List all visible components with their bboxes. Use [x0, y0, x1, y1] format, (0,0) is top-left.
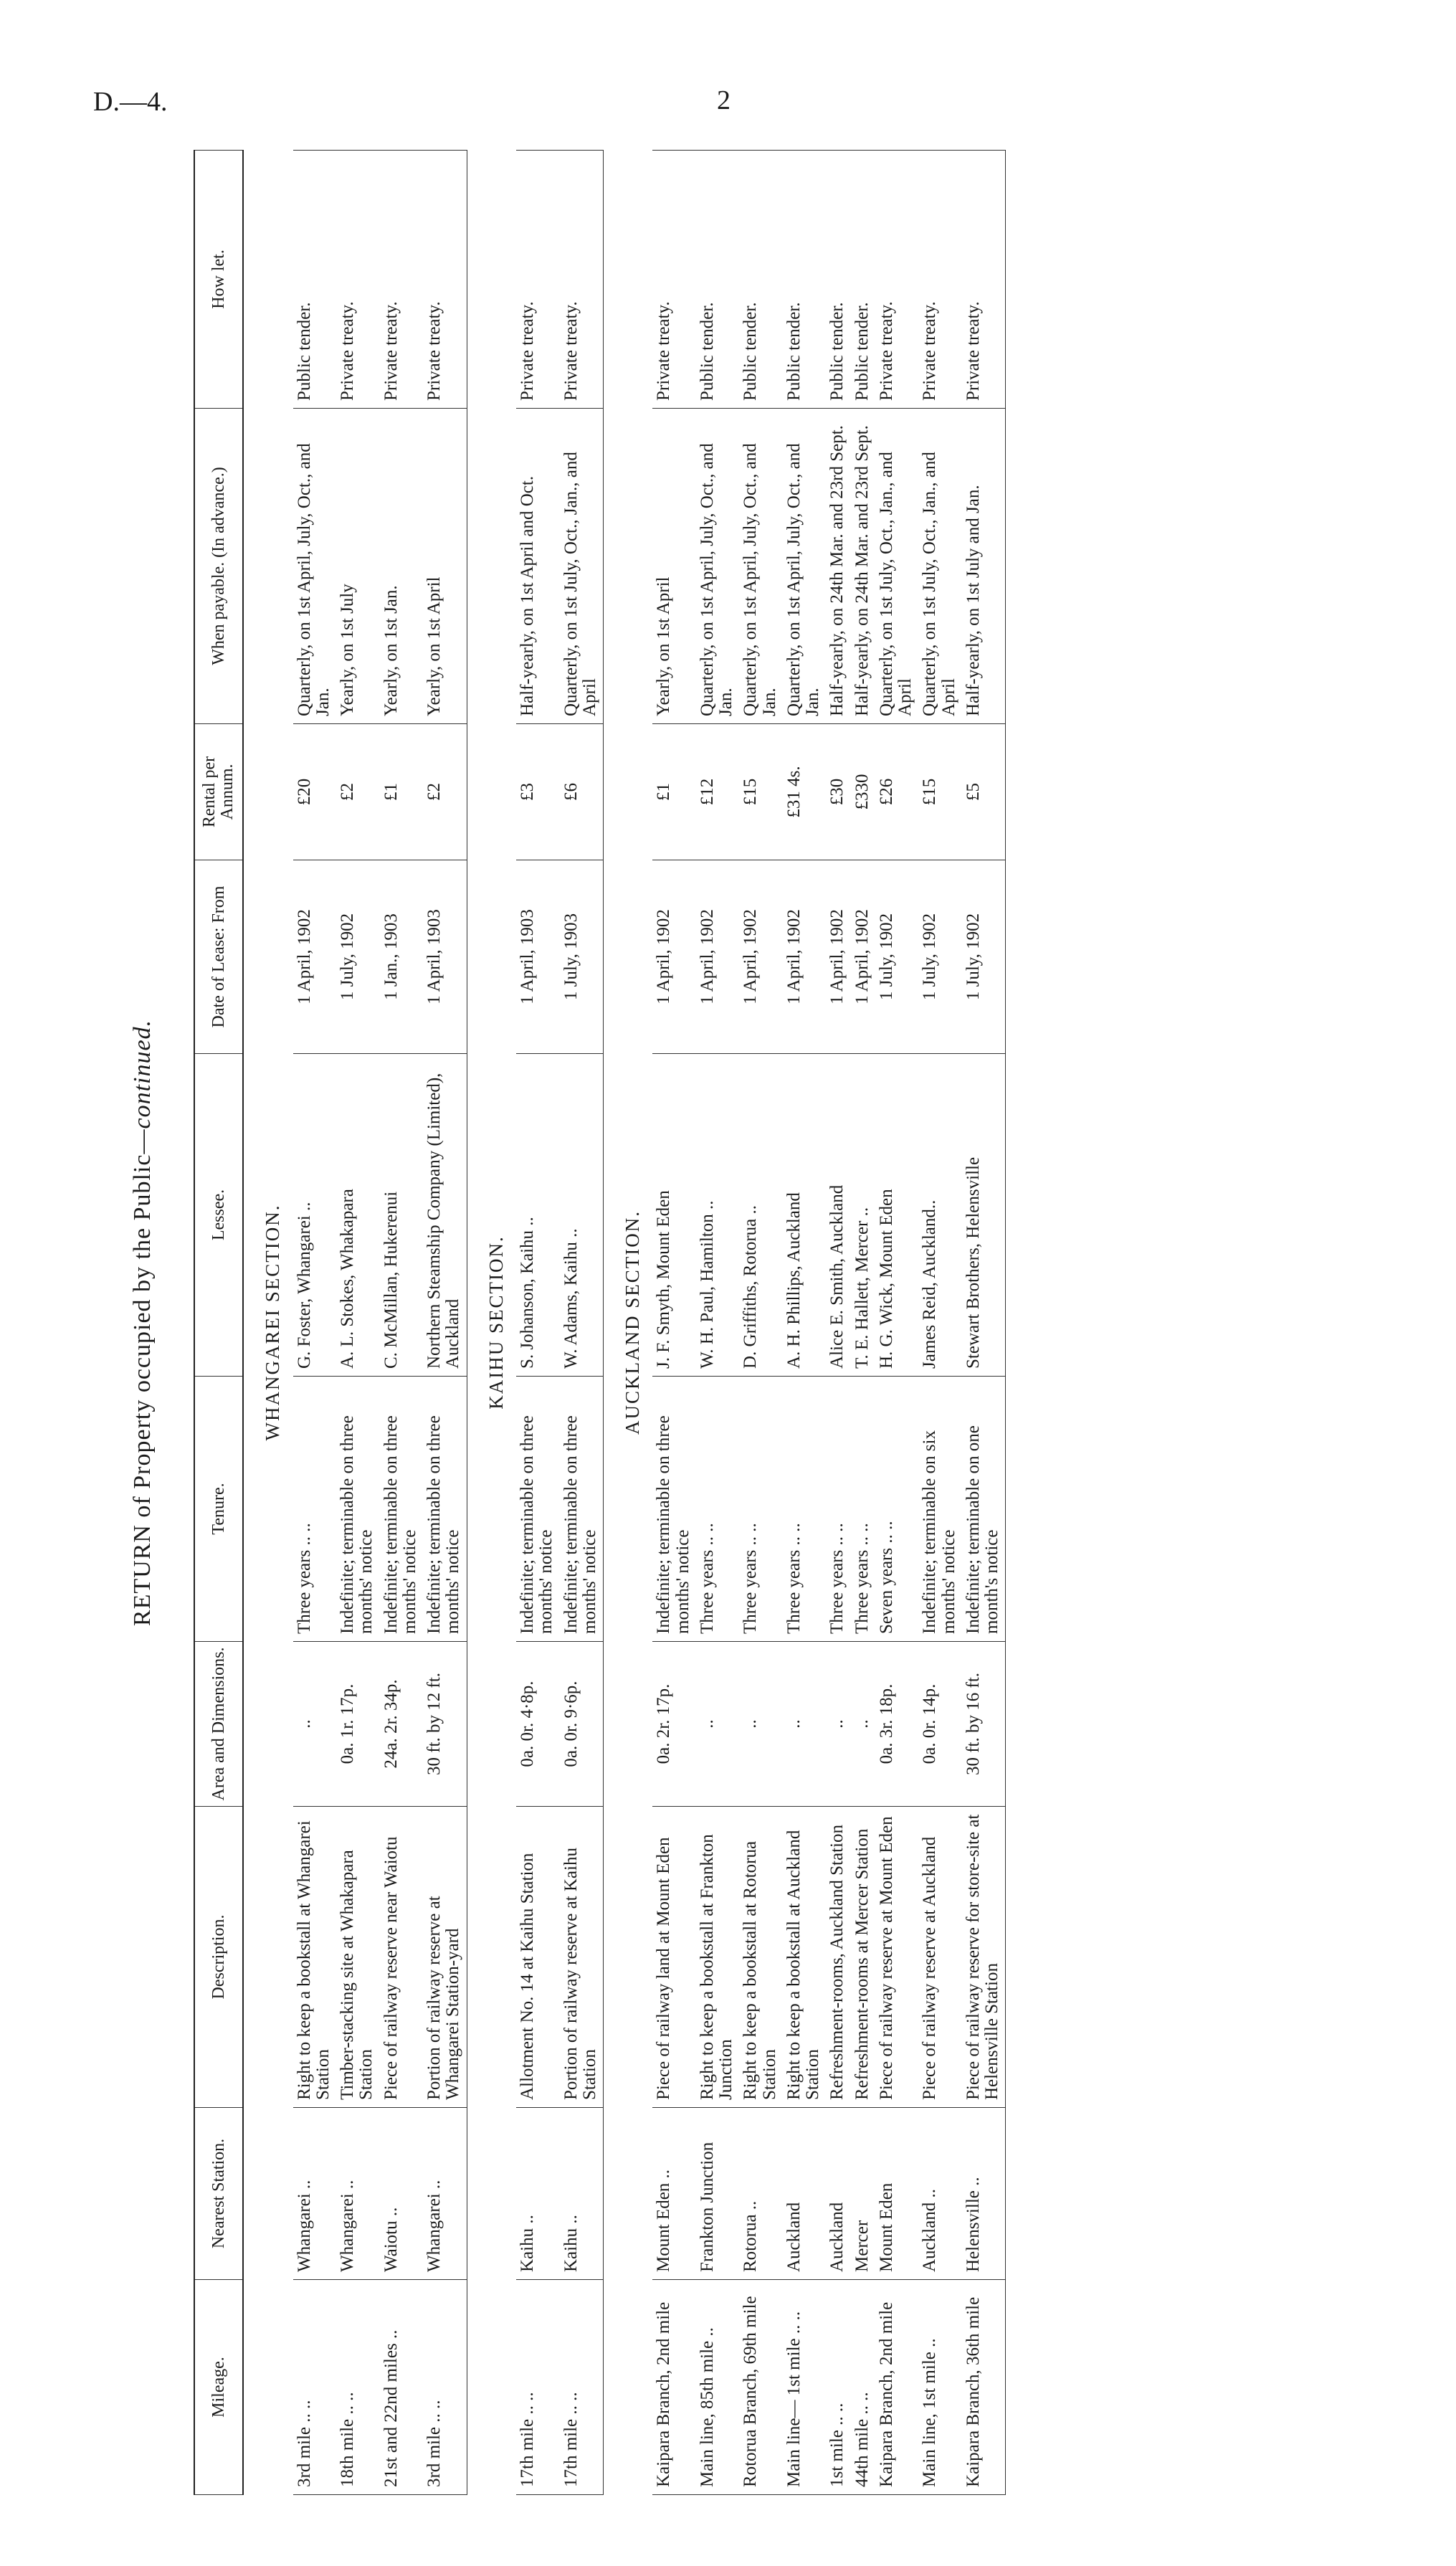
table-cell: 3rd mile .. ..	[423, 2280, 467, 2495]
table-cell: ..	[696, 1642, 740, 1807]
table-cell: Yearly, on 1st April	[423, 409, 467, 724]
table-cell: Waiotu ..	[380, 2108, 424, 2280]
section-heading-row	[604, 151, 653, 2495]
table-cell: Helensville ..	[962, 2108, 1006, 2280]
table-cell: Three years .. ..	[696, 1377, 740, 1642]
table-cell: Public tender.	[696, 151, 740, 409]
table-cell: James Reid, Auckland..	[918, 1054, 962, 1377]
table-cell: Whangarei ..	[336, 2108, 380, 2280]
table-cell: 1 July, 1902	[336, 860, 380, 1054]
table-cell: 1 April, 1902	[652, 860, 696, 1054]
table-cell: Frankton Junction	[696, 2108, 740, 2280]
table-cell: Rotorua Branch, 69th mile	[739, 2280, 783, 2495]
table-cell: Mount Eden ..	[652, 2108, 696, 2280]
table-cell: Northern Steamship Company (Limited), Auckland	[423, 1054, 467, 1377]
table-cell: Private treaty.	[336, 151, 380, 409]
table-cell: Seven years .. ..	[875, 1377, 919, 1642]
table-cell: Public tender.	[851, 151, 875, 409]
table-cell: Three years .. ..	[783, 1377, 827, 1642]
table-cell: 0a. 2r. 17p.	[652, 1642, 696, 1807]
table-cell: 1 April, 1902	[851, 860, 875, 1054]
table-cell: Whangarei ..	[423, 2108, 467, 2280]
table-cell: Private treaty.	[652, 151, 696, 409]
table-title	[129, 151, 156, 2495]
table-cell: £2	[336, 724, 380, 860]
table-cell: 1 April, 1903	[516, 860, 560, 1054]
table-cell: Piece of railway reserve near Waiotu	[380, 1807, 424, 2108]
table-cell: Piece of railway land at Mount Eden	[652, 1807, 696, 2108]
table-cell: Half-yearly, on 24th Mar. and 23rd Sept.	[851, 409, 875, 724]
table-row	[380, 151, 424, 2495]
table-cell: Right to keep a bookstall at Auckland Station	[783, 1807, 827, 2108]
table-cell: Half-yearly, on 24th Mar. and 23rd Sept.	[826, 409, 850, 724]
table-cell: 1 April, 1902	[293, 860, 337, 1054]
table-cell: 18th mile .. ..	[336, 2280, 380, 2495]
rotated-table-sheet	[129, 151, 1348, 2495]
table-row	[875, 151, 919, 2495]
table-title-main: RETURN of Property occupied by the Public—	[129, 1128, 156, 1627]
table-cell: Quarterly, on 1st April, July, Oct., and Jan.	[783, 409, 827, 724]
table-cell: 1 July, 1902	[875, 860, 919, 1054]
table-cell: S. Johanson, Kaihu ..	[516, 1054, 560, 1377]
table-cell: ..	[851, 1642, 875, 1807]
table-cell: Mount Eden	[875, 2108, 919, 2280]
table-cell: Kaihu ..	[560, 2108, 604, 2280]
table-cell: Quarterly, on 1st July, Oct., Jan., and April	[918, 409, 962, 724]
table-row	[652, 151, 696, 2495]
page-number: 2	[717, 85, 731, 115]
table-cell: Indefinite; terminable on three months' notice	[516, 1377, 560, 1642]
section-heading: WHANGAREI SECTION.	[262, 1204, 284, 1441]
table-cell: Portion of railway reserve at Kaihu Station	[560, 1807, 604, 2108]
table-cell: Three years .. ..	[739, 1377, 783, 1642]
table-cell: 1 July, 1903	[560, 860, 604, 1054]
table-cell: Mercer	[851, 2108, 875, 2280]
property-return-table	[194, 150, 1006, 2495]
table-cell: £15	[918, 724, 962, 860]
table-cell: ..	[739, 1642, 783, 1807]
column-header: When payable. (In advance.)	[194, 409, 243, 724]
table-cell: 1 April, 1902	[826, 860, 850, 1054]
table-cell: 1st mile .. ..	[826, 2280, 850, 2495]
table-cell: Kaipara Branch, 2nd mile	[875, 2280, 919, 2495]
table-cell: 1 July, 1902	[918, 860, 962, 1054]
table-cell: Refreshment-rooms, Auckland Station	[826, 1807, 850, 2108]
table-cell: 44th mile .. ..	[851, 2280, 875, 2495]
table-cell: £26	[875, 724, 919, 860]
table-cell: Rotorua ..	[739, 2108, 783, 2280]
table-row	[739, 151, 783, 2495]
table-cell: £15	[739, 724, 783, 860]
table-cell: Quarterly, on 1st April, July, Oct., and Jan.	[696, 409, 740, 724]
table-cell: Quarterly, on 1st July, Oct., Jan., and April	[875, 409, 919, 724]
column-header: Rental per Annum.	[194, 724, 243, 860]
table-cell: W. Adams, Kaihu ..	[560, 1054, 604, 1377]
table-row	[918, 151, 962, 2495]
table-row	[826, 151, 850, 2495]
table-cell: Kaihu ..	[516, 2108, 560, 2280]
table-cell: Indefinite; terminable on three months' notice	[336, 1377, 380, 1642]
table-cell: 0a. 0r. 14p.	[918, 1642, 962, 1807]
table-cell: 0a. 0r. 4·8p.	[516, 1642, 560, 1807]
table-cell: Half-yearly, on 1st April and Oct.	[516, 409, 560, 724]
table-cell: 30 ft. by 16 ft.	[962, 1642, 1006, 1807]
table-cell: 0a. 3r. 18p.	[875, 1642, 919, 1807]
table-cell: Private treaty.	[918, 151, 962, 409]
column-header: Date of Lease: From	[194, 860, 243, 1054]
table-row	[336, 151, 380, 2495]
table-cell: Right to keep a bookstall at Whangarei Station	[293, 1807, 337, 2108]
section-heading-row	[243, 151, 292, 2495]
table-cell: Quarterly, on 1st April, July, Oct., and Jan.	[293, 409, 337, 724]
table-cell: A. L. Stokes, Whakapara	[336, 1054, 380, 1377]
page-identifier: D.—4.	[93, 87, 168, 117]
table-cell: Main line, 85th mile ..	[696, 2280, 740, 2495]
section-heading-row	[467, 151, 516, 2495]
table-cell: Public tender.	[783, 151, 827, 409]
table-cell: 0a. 1r. 17p.	[336, 1642, 380, 1807]
table-cell: ..	[826, 1642, 850, 1807]
table-cell: Indefinite; terminable on three months' notice	[560, 1377, 604, 1642]
table-cell: Allotment No. 14 at Kaihu Station	[516, 1807, 560, 2108]
table-cell: Yearly, on 1st Jan.	[380, 409, 424, 724]
table-cell: Private treaty.	[962, 151, 1006, 409]
table-cell: T. E. Hallett, Mercer ..	[851, 1054, 875, 1377]
table-cell: Half-yearly, on 1st July and Jan.	[962, 409, 1006, 724]
section-heading: AUCKLAND SECTION.	[622, 1210, 644, 1435]
table-cell: 1 Jan., 1903	[380, 860, 424, 1054]
table-cell: 24a. 2r. 34p.	[380, 1642, 424, 1807]
table-row	[783, 151, 827, 2495]
table-cell: Public tender.	[739, 151, 783, 409]
table-row	[851, 151, 875, 2495]
table-row	[962, 151, 1006, 2495]
table-cell: Main line, 1st mile ..	[918, 2280, 962, 2495]
table-cell: £5	[962, 724, 1006, 860]
table-cell: Private treaty.	[380, 151, 424, 409]
column-header: How let.	[194, 151, 243, 409]
table-cell: 30 ft. by 12 ft.	[423, 1642, 467, 1807]
table-cell: Public tender.	[826, 151, 850, 409]
table-cell: 0a. 0r. 9·6p.	[560, 1642, 604, 1807]
table-cell: 3rd mile .. ..	[293, 2280, 337, 2495]
table-cell: Private treaty.	[875, 151, 919, 409]
table-row	[516, 151, 560, 2495]
column-header: Area and Dimensions.	[194, 1642, 243, 1807]
table-cell: Right to keep a bookstall at Rotorua Station	[739, 1807, 783, 2108]
table-cell: Kaipara Branch, 2nd mile	[652, 2280, 696, 2495]
table-cell: Piece of railway reserve for store-site at Helensville Station	[962, 1807, 1006, 2108]
table-cell: Main line— 1st mile .. ..	[783, 2280, 827, 2495]
table-title-suffix: continued.	[129, 1019, 156, 1129]
table-cell: Timber-stacking site at Whakapara Station	[336, 1807, 380, 2108]
table-cell: A. H. Phillips, Auckland	[783, 1054, 827, 1377]
section-heading: KAIHU SECTION.	[485, 1235, 507, 1410]
table-cell: 1 April, 1902	[696, 860, 740, 1054]
table-cell: G. Foster, Whangarei ..	[293, 1054, 337, 1377]
column-header: Tenure.	[194, 1377, 243, 1642]
table-row	[293, 151, 337, 2495]
column-header: Mileage.	[194, 2280, 243, 2495]
table-cell: £330	[851, 724, 875, 860]
table-cell: J. F. Smyth, Mount Eden	[652, 1054, 696, 1377]
table-cell: ..	[783, 1642, 827, 1807]
table-cell: Refreshment-rooms at Mercer Station	[851, 1807, 875, 2108]
table-cell: 1 April, 1903	[423, 860, 467, 1054]
table-cell: Three years .. ..	[826, 1377, 850, 1642]
table-cell: ..	[293, 1642, 337, 1807]
table-cell: 17th mile .. ..	[516, 2280, 560, 2495]
table-cell: Indefinite; terminable on three months' notice	[380, 1377, 424, 1642]
table-cell: Private treaty.	[423, 151, 467, 409]
table-cell: Three years .. ..	[851, 1377, 875, 1642]
table-cell: Yearly, on 1st April	[652, 409, 696, 724]
table-cell: £1	[380, 724, 424, 860]
table-row	[696, 151, 740, 2495]
table-cell: Public tender.	[293, 151, 337, 409]
table-cell: Indefinite; terminable on one month's notice	[962, 1377, 1006, 1642]
table-cell: 21st and 22nd miles ..	[380, 2280, 424, 2495]
table-cell: Auckland ..	[918, 2108, 962, 2280]
table-cell: Stewart Brothers, Helensville	[962, 1054, 1006, 1377]
table-cell: Private treaty.	[560, 151, 604, 409]
table-cell: 1 July, 1902	[962, 860, 1006, 1054]
table-cell: Indefinite; terminable on three months' notice	[423, 1377, 467, 1642]
table-cell: Auckland	[826, 2108, 850, 2280]
column-header: Nearest Station.	[194, 2108, 243, 2280]
table-cell: £31 4s.	[783, 724, 827, 860]
table-cell: £3	[516, 724, 560, 860]
header-row	[194, 151, 243, 2495]
table-cell: Quarterly, on 1st April, July, Oct., and Jan.	[739, 409, 783, 724]
table-cell: Indefinite; terminable on six months' notice	[918, 1377, 962, 1642]
table-cell: Indefinite; terminable on three months' notice	[652, 1377, 696, 1642]
table-cell: Three years .. ..	[293, 1377, 337, 1642]
table-cell: 1 April, 1902	[739, 860, 783, 1054]
table-cell: Kaipara Branch, 36th mile	[962, 2280, 1006, 2495]
table-cell: Piece of railway reserve at Auckland	[918, 1807, 962, 2108]
table-cell: C. McMillan, Hukerenui	[380, 1054, 424, 1377]
table-cell: Yearly, on 1st July	[336, 409, 380, 724]
table-cell: £20	[293, 724, 337, 860]
table-cell: 1 April, 1902	[783, 860, 827, 1054]
table-row	[423, 151, 467, 2495]
table-cell: £6	[560, 724, 604, 860]
table-cell: D. Griffiths, Rotorua ..	[739, 1054, 783, 1377]
table-cell: £1	[652, 724, 696, 860]
table-cell: £2	[423, 724, 467, 860]
table-cell: Alice E. Smith, Auckland	[826, 1054, 850, 1377]
table-cell: Auckland	[783, 2108, 827, 2280]
table-cell: £30	[826, 724, 850, 860]
table-cell: Whangarei ..	[293, 2108, 337, 2280]
table-cell: H. G. Wick, Mount Eden	[875, 1054, 919, 1377]
table-cell: 17th mile .. ..	[560, 2280, 604, 2495]
table-cell: Piece of railway reserve at Mount Eden	[875, 1807, 919, 2108]
column-header: Lessee.	[194, 1054, 243, 1377]
table-cell: Quarterly, on 1st July, Oct., Jan., and April	[560, 409, 604, 724]
table-cell: Right to keep a bookstall at Frankton Junction	[696, 1807, 740, 2108]
table-cell: Private treaty.	[516, 151, 560, 409]
table-cell: Portion of railway reserve at Whangarei Station-yard	[423, 1807, 467, 2108]
table-cell: £12	[696, 724, 740, 860]
table-row	[560, 151, 604, 2495]
table-body	[243, 151, 1006, 2495]
column-header: Description.	[194, 1807, 243, 2108]
table-cell: W. H. Paul, Hamilton ..	[696, 1054, 740, 1377]
